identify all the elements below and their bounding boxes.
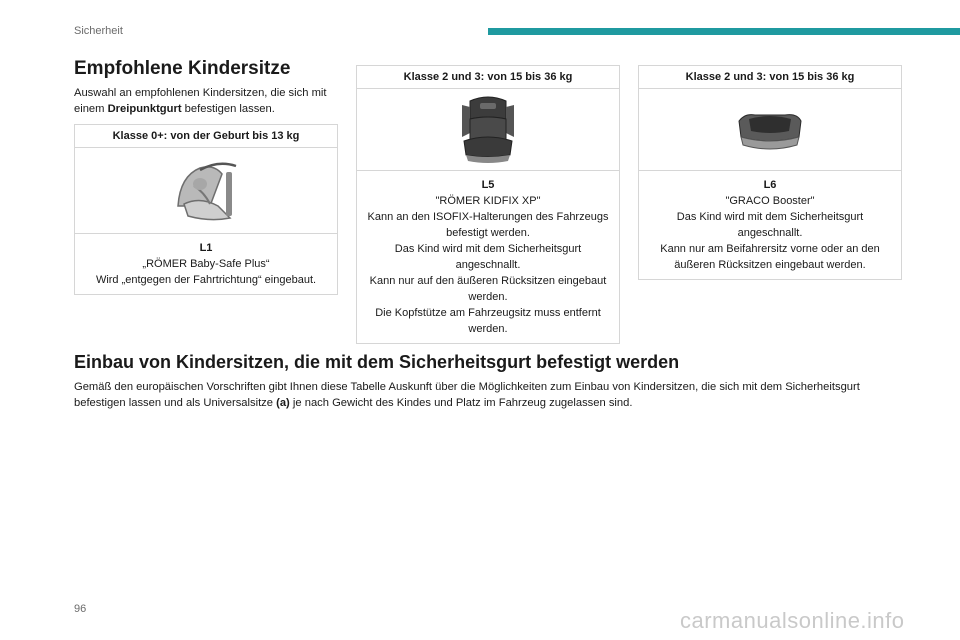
section-text bbox=[74, 379, 894, 411]
booster-seat-with-backrest-icon bbox=[456, 93, 520, 167]
seat-card-l1 bbox=[74, 124, 338, 295]
seat-card-header: Klasse 2 und 3: von 15 bis 36 kg bbox=[639, 66, 901, 89]
page-number: 96 bbox=[74, 603, 87, 615]
intro-text bbox=[74, 85, 338, 117]
seat-card-image bbox=[639, 89, 901, 171]
header-accent-bar bbox=[488, 28, 960, 35]
seat-card-line: "GRACO Booster" bbox=[725, 195, 815, 207]
section-text-part: Gemäß den europäischen Vorschriften gibt Ihnen diese Tabelle Auskunft über die Möglichkeiten zum Einbau von Kindersitzen, die sich mit dem Sicherheitsgurt befestigen lassen und als Universalsitze bbox=[74, 381, 860, 409]
seat-card-header: Klasse 2 und 3: von 15 bis 36 kg bbox=[357, 66, 619, 89]
seat-card-code: L5 bbox=[481, 179, 495, 191]
section-title: Einbau von Kindersitzen, die mit dem Sicherheitsgurt befestigt werden bbox=[74, 352, 680, 372]
seat-card-code: L6 bbox=[763, 179, 777, 191]
seat-card-image bbox=[75, 148, 337, 234]
watermark-text: carmanualsonline.info bbox=[680, 608, 905, 633]
seat-card-line: Wird „entgegen der Fahrtrichtung“ eingebaut. bbox=[95, 274, 317, 286]
seat-card-line: Das Kind wird mit dem Sicherheitsgurt angeschnallt. bbox=[394, 243, 582, 271]
seat-card-line: Die Kopfstütze am Fahrzeugsitz muss entfernt werden. bbox=[375, 307, 601, 335]
seat-card-header: Klasse 0+: von der Geburt bis 13 kg bbox=[75, 125, 337, 148]
seat-card-body bbox=[75, 234, 337, 294]
seat-card-l6 bbox=[638, 65, 902, 280]
intro-text-bold: Dreipunktgurt bbox=[107, 103, 182, 115]
intro-text-part: Auswahl an empfohlenen Kindersitzen, die sich mit einem bbox=[74, 87, 327, 115]
seat-card-line: „RÖMER Baby-Safe Plus“ bbox=[142, 258, 270, 270]
seat-card-line: Kann nur auf den äußeren Rücksitzen eingebaut werden. bbox=[369, 275, 607, 303]
section-text-part: je nach Gewicht des Kindes und Platz im Fahrzeug zugelassen sind. bbox=[289, 397, 633, 409]
seat-card-code: L1 bbox=[199, 242, 213, 254]
baby-carrier-seat-icon bbox=[170, 156, 242, 226]
seat-card-line: Das Kind wird mit dem Sicherheitsgurt angeschnallt. bbox=[676, 211, 864, 239]
seat-card-image bbox=[357, 89, 619, 171]
intro-text-part: befestigen lassen. bbox=[181, 103, 275, 115]
seat-card-l5 bbox=[356, 65, 620, 344]
seat-card-line: "RÖMER KIDFIX XP" bbox=[435, 195, 541, 207]
section-text-bold: (a) bbox=[276, 397, 290, 409]
seat-card-line: Kann an den ISOFIX-Halterungen des Fahrzeugs befestigt werden. bbox=[367, 211, 609, 239]
seat-card-body bbox=[357, 171, 619, 343]
header-section-label: Sicherheit bbox=[74, 25, 123, 37]
booster-cushion-icon bbox=[735, 105, 805, 155]
intro-column bbox=[74, 58, 338, 295]
seat-card-line: Kann nur am Beifahrersitz vorne oder an den äußeren Rücksitzen eingebaut werden. bbox=[660, 243, 880, 271]
page-title: Empfohlene Kindersitze bbox=[74, 58, 291, 79]
seat-card-body bbox=[639, 171, 901, 279]
